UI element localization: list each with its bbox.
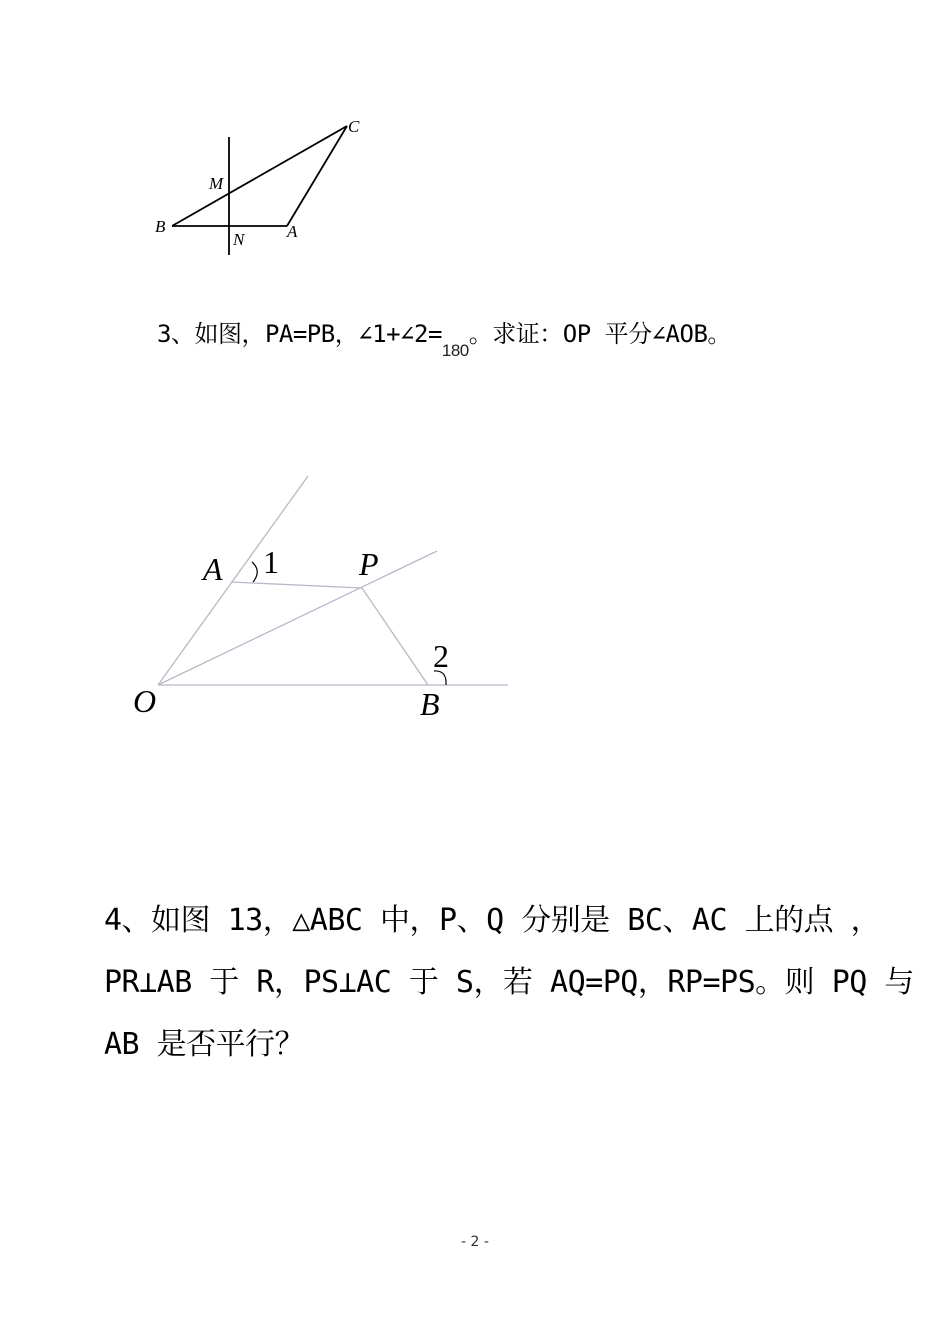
question-4-line: PR⊥AB 于 R，PS⊥AC 于 S，若 AQ=PQ，RP=PS。则 PQ 与: [104, 965, 914, 1000]
label-2: 2: [433, 638, 449, 674]
segment-pb: [362, 588, 428, 685]
question-3-suffix: 。求证：OP 平分∠AOB。: [468, 320, 731, 348]
label-1: 1: [263, 544, 279, 580]
question-3-prefix: 3、如图，PA=PB，∠1+∠2=: [157, 320, 442, 348]
label-b: B: [155, 217, 166, 236]
angle-1-arc: [252, 562, 257, 582]
question-3-value: 180: [441, 341, 469, 360]
label-m: M: [209, 174, 224, 193]
label-a2: A: [203, 551, 223, 587]
label-o: O: [133, 683, 157, 719]
question-4-text: [104, 890, 914, 1076]
ray-oa: [158, 476, 308, 685]
label-b2: B: [420, 686, 440, 722]
segment-ap: [231, 582, 362, 588]
ray-op: [158, 551, 437, 685]
question-4-line: AB 是否平行？: [104, 1027, 305, 1062]
question-4-line: 4、如图 13，△ABC 中，P、Q 分别是 BC、AC 上的点 ，: [104, 903, 881, 938]
label-c: C: [348, 117, 360, 136]
label-a: A: [287, 222, 298, 241]
page-number: - 2 -: [461, 1234, 489, 1250]
label-p: P: [359, 546, 379, 582]
label-n: N: [233, 230, 245, 249]
